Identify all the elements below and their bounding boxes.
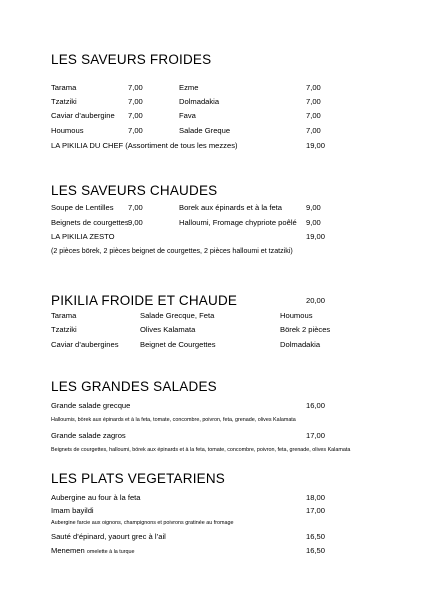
dish-price: 7,00 bbox=[306, 97, 321, 106]
salad-name: Grande salade grecque bbox=[51, 401, 131, 410]
section-title-froides: LES SAVEURS FROIDES bbox=[51, 52, 212, 67]
dish-name: Beignets de courgettes bbox=[51, 218, 129, 227]
pikilia-item: Salade Grecque, Feta bbox=[140, 311, 215, 320]
dish-name: Sauté d’épinard, yaourt grec à l’ail bbox=[51, 532, 166, 541]
pikilia-price: 20,00 bbox=[306, 296, 326, 305]
dish-price: 7,00 bbox=[128, 83, 143, 92]
dish-name: Caviar d’aubergine bbox=[51, 111, 115, 120]
pikilia-item: Caviar d’aubergines bbox=[51, 340, 119, 349]
dish-price: 7,00 bbox=[306, 83, 321, 92]
dish-name: Soupe de Lentilles bbox=[51, 203, 114, 212]
dish-name: Salade Greque bbox=[179, 126, 231, 135]
dish-name: Tzatziki bbox=[51, 97, 77, 106]
pikilia-zesto-name: LA PIKILIA ZESTO bbox=[51, 232, 115, 241]
dish-price: 18,00 bbox=[306, 493, 326, 502]
dish-name: Tarama bbox=[51, 83, 77, 92]
pikilia-chef-name: LA PIKILIA DU CHEF (Assortiment de tous les mezzes) bbox=[51, 141, 238, 150]
pikilia-item: Houmous bbox=[280, 311, 313, 320]
menemen-note: omelette à la turque bbox=[86, 549, 135, 555]
salad-name: Grande salade zagros bbox=[51, 431, 126, 440]
pikilia-chef-price: 19,00 bbox=[306, 141, 326, 150]
salad-price: 16,00 bbox=[306, 401, 326, 410]
salad-desc: Beignets de courgettes, halloumi, börek aux épinards et à la feta, tomate, concombre, poivron, feta, grenade, olives Kalamata bbox=[51, 447, 351, 453]
dish-name: Menemen bbox=[51, 546, 85, 555]
section-title-pikilia: PIKILIA FROIDE ET CHAUDE bbox=[51, 293, 238, 308]
imam-desc: Aubergine farcie aux oignons, champignons et poivrons gratinée au fromage bbox=[51, 520, 234, 526]
dish-name: Ezme bbox=[179, 83, 199, 92]
dish-name: Houmous bbox=[51, 126, 84, 135]
dish-name: Imam bayildi bbox=[51, 506, 94, 515]
dish-price: 9,00 bbox=[306, 203, 321, 212]
pikilia-item: Börek 2 pièces bbox=[280, 325, 331, 334]
dish-name: Borek aux épinards et à la feta bbox=[179, 203, 283, 212]
salad-desc: Halloumis, börek aux épinards et à la feta, tomate, concombre, poivron, feta, grenade, olives Kalamata bbox=[51, 417, 296, 423]
dish-price: 16,50 bbox=[306, 546, 326, 555]
pikilia-item: Beignet de Courgettes bbox=[140, 340, 216, 349]
dish-price: 9,00 bbox=[306, 218, 321, 227]
pikilia-item: Tarama bbox=[51, 311, 77, 320]
pikilia-zesto-desc: (2 pièces börek, 2 pièces beignet de courgettes, 2 pièces halloumi et tzatziki) bbox=[51, 247, 293, 255]
dish-name: Halloumi, Fromage chypriote poêlé bbox=[179, 218, 297, 227]
pikilia-zesto-price: 19,00 bbox=[306, 232, 326, 241]
salad-price: 17,00 bbox=[306, 431, 326, 440]
section-title-chaudes: LES SAVEURS CHAUDES bbox=[51, 183, 218, 198]
dish-price: 7,00 bbox=[306, 126, 321, 135]
dish-price: 7,00 bbox=[128, 97, 143, 106]
dish-price: 7,00 bbox=[128, 111, 143, 120]
dish-price: 9,00 bbox=[128, 218, 143, 227]
section-title-salades: LES GRANDES SALADES bbox=[51, 379, 217, 394]
section-title-vegetariens: LES PLATS VEGETARIENS bbox=[51, 471, 226, 486]
dish-price: 7,00 bbox=[128, 126, 143, 135]
dish-price: 7,00 bbox=[128, 203, 143, 212]
dish-name: Aubergine au four à la feta bbox=[51, 493, 141, 502]
pikilia-item: Olives Kalamata bbox=[140, 325, 196, 334]
dish-price: 17,00 bbox=[306, 506, 326, 515]
dish-price: 16,50 bbox=[306, 532, 326, 541]
dish-name: Fava bbox=[179, 111, 196, 120]
pikilia-item: Tzatziki bbox=[51, 325, 77, 334]
dish-name-menemen bbox=[51, 546, 135, 555]
pikilia-item: Dolmadakia bbox=[280, 340, 321, 349]
dish-price: 7,00 bbox=[306, 111, 321, 120]
dish-name: Dolmadakia bbox=[179, 97, 220, 106]
